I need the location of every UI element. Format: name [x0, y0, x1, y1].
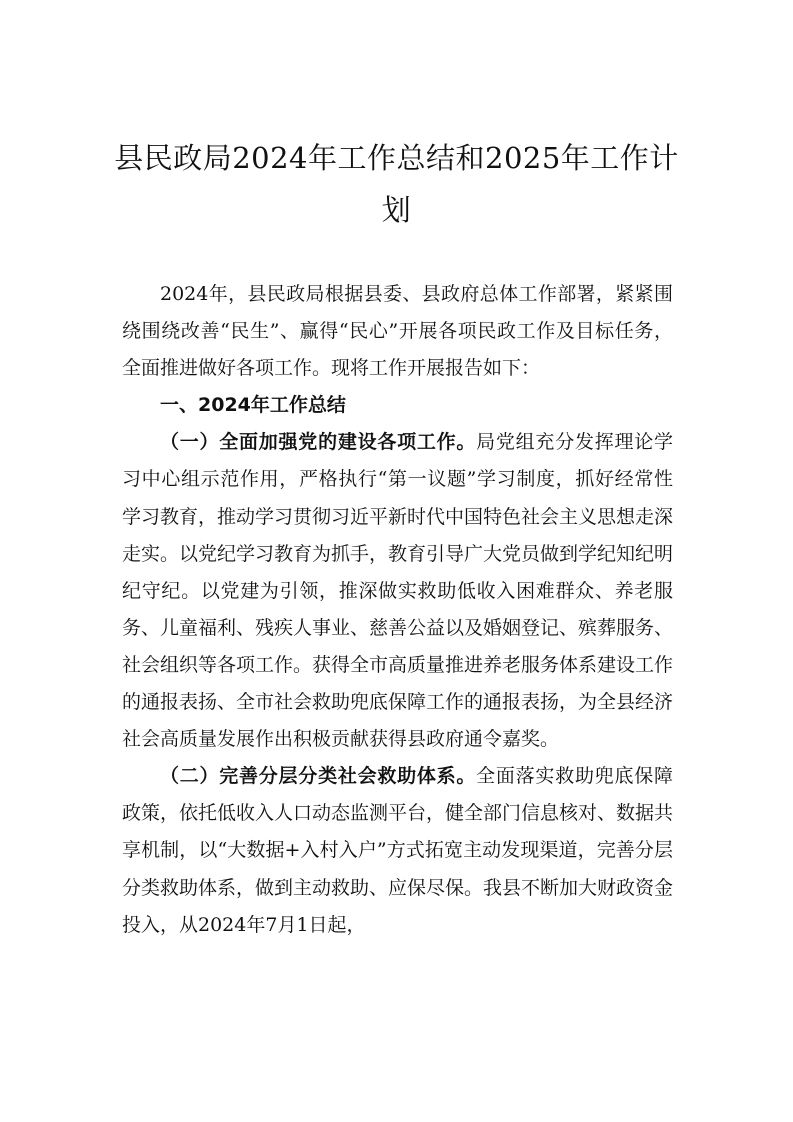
intro-paragraph: 2024年，县民政局根据县委、县政府总体工作部署，紧紧围绕围绕改善“民生”、赢得“民心”开展各项民政工作及目标任务，全面推进做好各项工作。现将工作开展报告如下：: [122, 283, 673, 380]
item-text: 全面落实救助兜底保障政策，依托低收入人口动态监测平台，健全部门信息核对、数据共享机制，以“大数据+入村入户”方式拓宽主动发现渠道，完善分层分类救助体系，做到主动救助、应保尽保。我县不断加大财政资金投入，从2024年7月1日起，: [122, 765, 674, 936]
document-title: 县民政局2024年工作总结和2025年工作计划: [114, 141, 679, 227]
item-paragraph: [122, 424, 673, 758]
item-text: 局党组充分发挥理论学习中心组示范作用，严格执行“第一议题”学习制度，抓好经常性学习教育，推动学习贯彻习近平新时代中国特色社会主义思想走深走实。以党纪学习教育为抓手，教育引导广大党员做到学纪知纪明纪守纪。以党建为引领，推深做实救助低收入困难群众、养老服务、儿童福利、残疾人事业、慈善公益以及婚姻登记、殡葬服务、社会组织等各项工作。获得全市高质量推进养老服务体系建设工作的通报表扬、全市社会救助兜底保障工作的通报表扬，为全县经济社会高质量发展作出积极贡献获得县政府通令嘉奖。: [122, 431, 674, 751]
item-paragraph: [122, 758, 673, 943]
section-heading: 一、2024年工作总结: [160, 394, 346, 417]
item-heading: （一）全面加强党的建设各项工作。: [160, 431, 477, 454]
document-body: [122, 276, 673, 944]
item-heading: （二）完善分层分类社会救助体系。: [160, 765, 477, 788]
